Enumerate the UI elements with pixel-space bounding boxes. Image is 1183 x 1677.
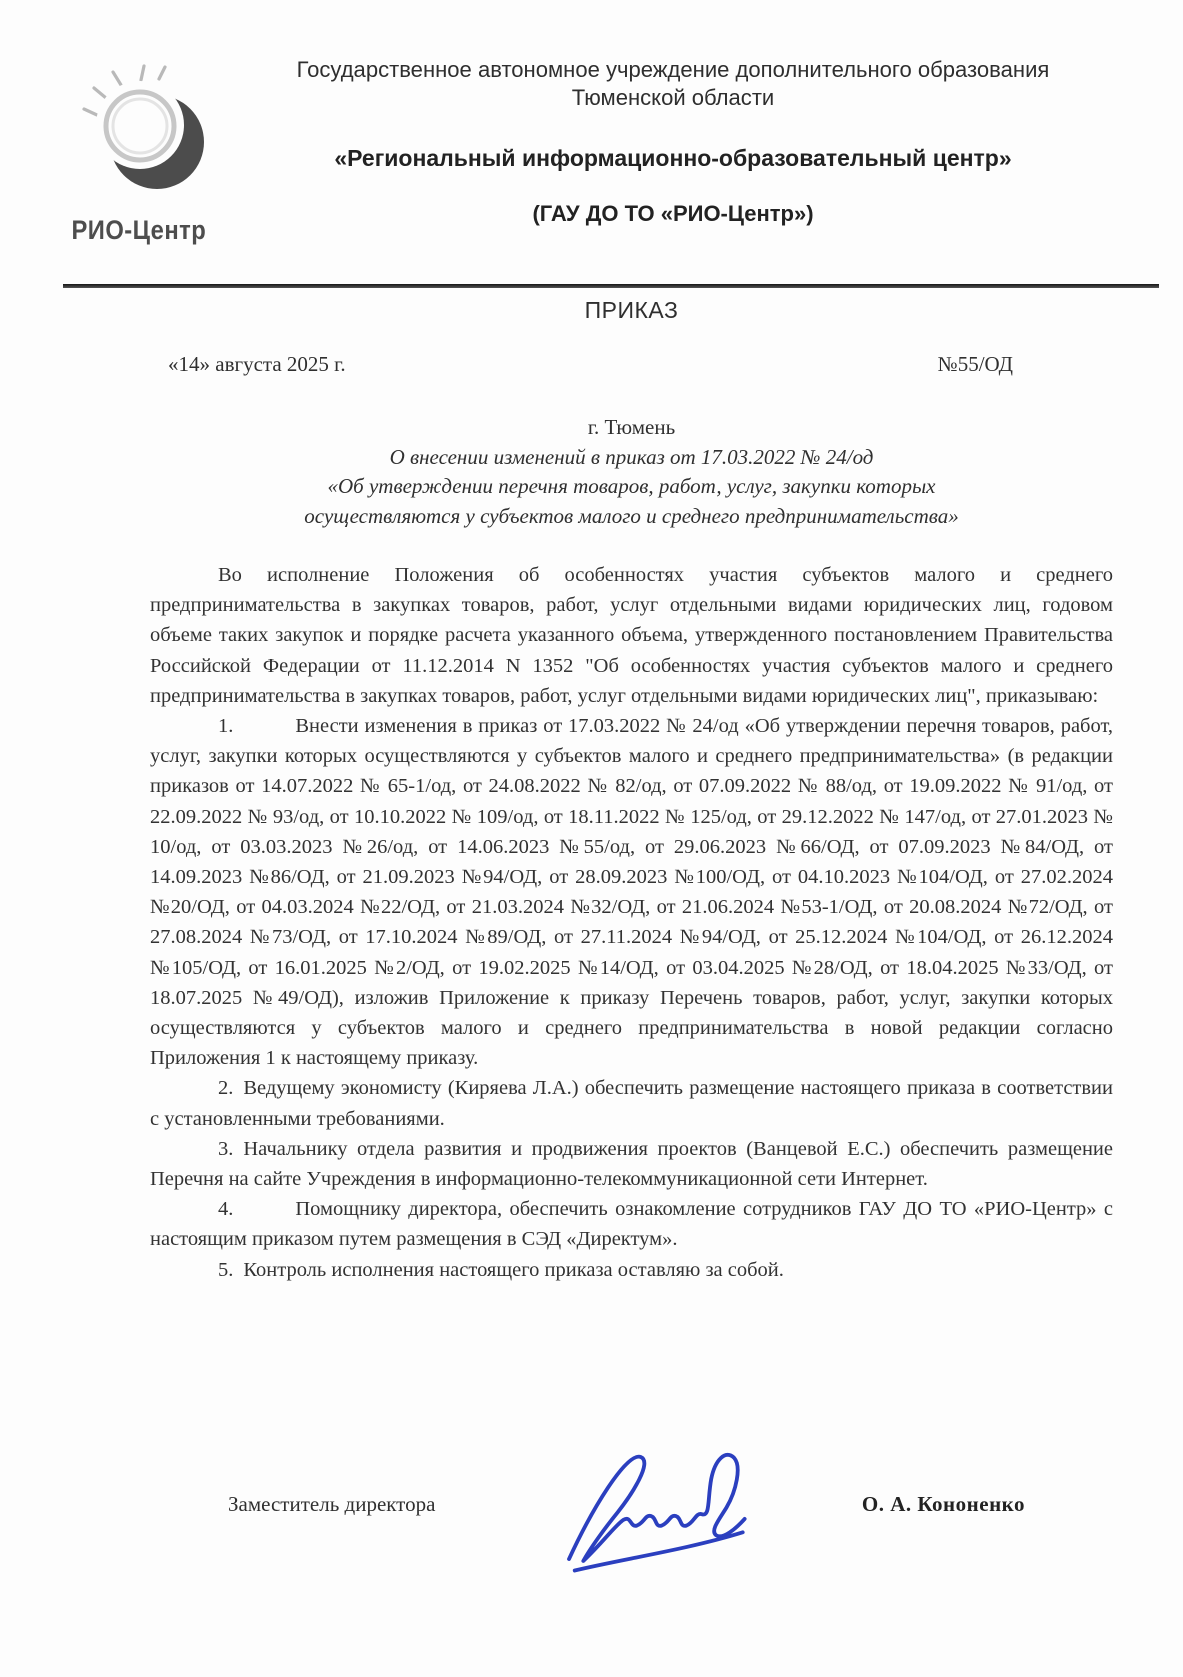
signer-position: Заместитель директора bbox=[228, 1492, 436, 1516]
order-item-3: 3. Начальнику отдела развития и продвижения проектов (Ванцевой Е.С.) обеспечить размещение Перечня на сайте Учреждения в информационно-телекоммуникационной сети Интернет. bbox=[150, 1137, 1113, 1191]
org-short-name: (ГАУ ДО ТО «РИО-Центр») bbox=[532, 201, 814, 226]
doc-type-title: ПРИКАЗ bbox=[584, 297, 679, 323]
preamble-paragraph: Во исполнение Положения об особенностях участия субъектов малого и среднего предпринимательства в закупках товаров, работ, услуг отдельными видами юридических лиц, годовом объеме таких закупок и порядке расчета указанного объема, утвержденного постановлением Правительства Российской Федерации от 11.12.2014 N 1352 "Об особенностях участия субъектов малого и среднего предпринимательства в закупках товаров, работ, услуг отдельными видами юридических лиц", приказываю: bbox=[150, 564, 1113, 707]
order-subject-line1: О внесении изменений в приказ от 17.03.2022 № 24/од bbox=[389, 444, 874, 469]
letterhead-divider bbox=[63, 284, 1159, 288]
order-item-4: 4. Помощнику директора, обеспечить ознакомление сотрудников ГАУ ДО ТО «РИО-Центр» с настоящим приказом путем размещения в СЭД «Директум». bbox=[150, 1198, 1113, 1251]
order-city: г. Тюмень bbox=[587, 415, 676, 439]
date-number-row bbox=[150, 352, 1113, 377]
org-name-line2: Тюменской области bbox=[571, 85, 775, 110]
order-body bbox=[150, 560, 1113, 1285]
letterhead bbox=[0, 56, 1183, 256]
sun-crescent-icon bbox=[81, 62, 241, 214]
signer-name: О. А. Кононенко bbox=[861, 1492, 1025, 1516]
order-number: №55/ОД bbox=[937, 352, 1013, 376]
org-center-name: «Региональный информационно-образовательный центр» bbox=[334, 145, 1012, 171]
order-item-2: 2. Ведущему экономисту (Киряева Л.А.) обеспечить размещение настоящего приказа в соответствии с установленными требованиями. bbox=[150, 1077, 1113, 1130]
logo-caption: РИО-Центр bbox=[71, 215, 207, 245]
org-name-line1: Государственное автономное учреждение дополнительного образования bbox=[296, 57, 1050, 82]
order-item-5: 5. Контроль исполнения настоящего приказа оставляю за собой. bbox=[218, 1258, 784, 1281]
org-logo bbox=[68, 62, 253, 246]
order-subject-line2: «Об утверждении перечня товаров, работ, услуг, закупки которых bbox=[327, 474, 936, 498]
order-item-1: 1. Внести изменения в приказ от 17.03.2022 № 24/од «Об утверждении перечня товаров, работ, услуг, закупки которых осуществляются у субъектов малого и среднего предпринимательства» (в редакции приказов от 14.07.2022 № 65-1/од, от 24.08.2022 № 82/од, от 07.09.2022 № 88/од, от 19.09.2022 № 91/од, от 22.09.2022 № 93/од, от 10.10.2022 № 109/од, от 18.11.2022 № 125/од, от 29.12.2022 № 147/од, от 27.01.2023 № 10/од, от 03.03.2023 №26/од, от 14.06.2023 №55/од, от 29.06.2023 №66/ОД, от 07.09.2023 №84/ОД, от 14.09.2023 №86/ОД, от 21.09.2023 №94/ОД, от 28.09.2023 №100/ОД, от 04.10.2023 №104/ОД, от 27.02.2024 №20/ОД, от 04.03.2024 №22/ОД, от 21.03.2024 №32/ОД, от 21.06.2024 №53-1/ОД, от 20.08.2024 №72/ОД, от 27.08.2024 №73/ОД, от 17.10.2024 №89/ОД, от 27.11.2024 №94/ОД, от 25.12.2024 №104/ОД, от 26.12.2024 №105/ОД, от 16.01.2025 №2/ОД, от 19.02.2025 №14/ОД, от 03.04.2025 №28/ОД, от 18.04.2025 №33/ОД, от 18.07.2025 №49/ОД), изложив Приложение к приказу Перечень товаров, работ, услуг, закупки которых осуществляются у субъектов малого и среднего предпринимательства в новой редакции согласно Приложения 1 к настоящему приказу. bbox=[150, 715, 1113, 1070]
order-date: «14» августа 2025 г. bbox=[168, 352, 346, 376]
order-title-block bbox=[150, 413, 1113, 531]
order-subject-line3: осуществляются у субъектов малого и среднего предпринимательства» bbox=[304, 503, 959, 528]
handwritten-signature-icon bbox=[548, 1412, 758, 1582]
signature-block bbox=[150, 1492, 1113, 1517]
